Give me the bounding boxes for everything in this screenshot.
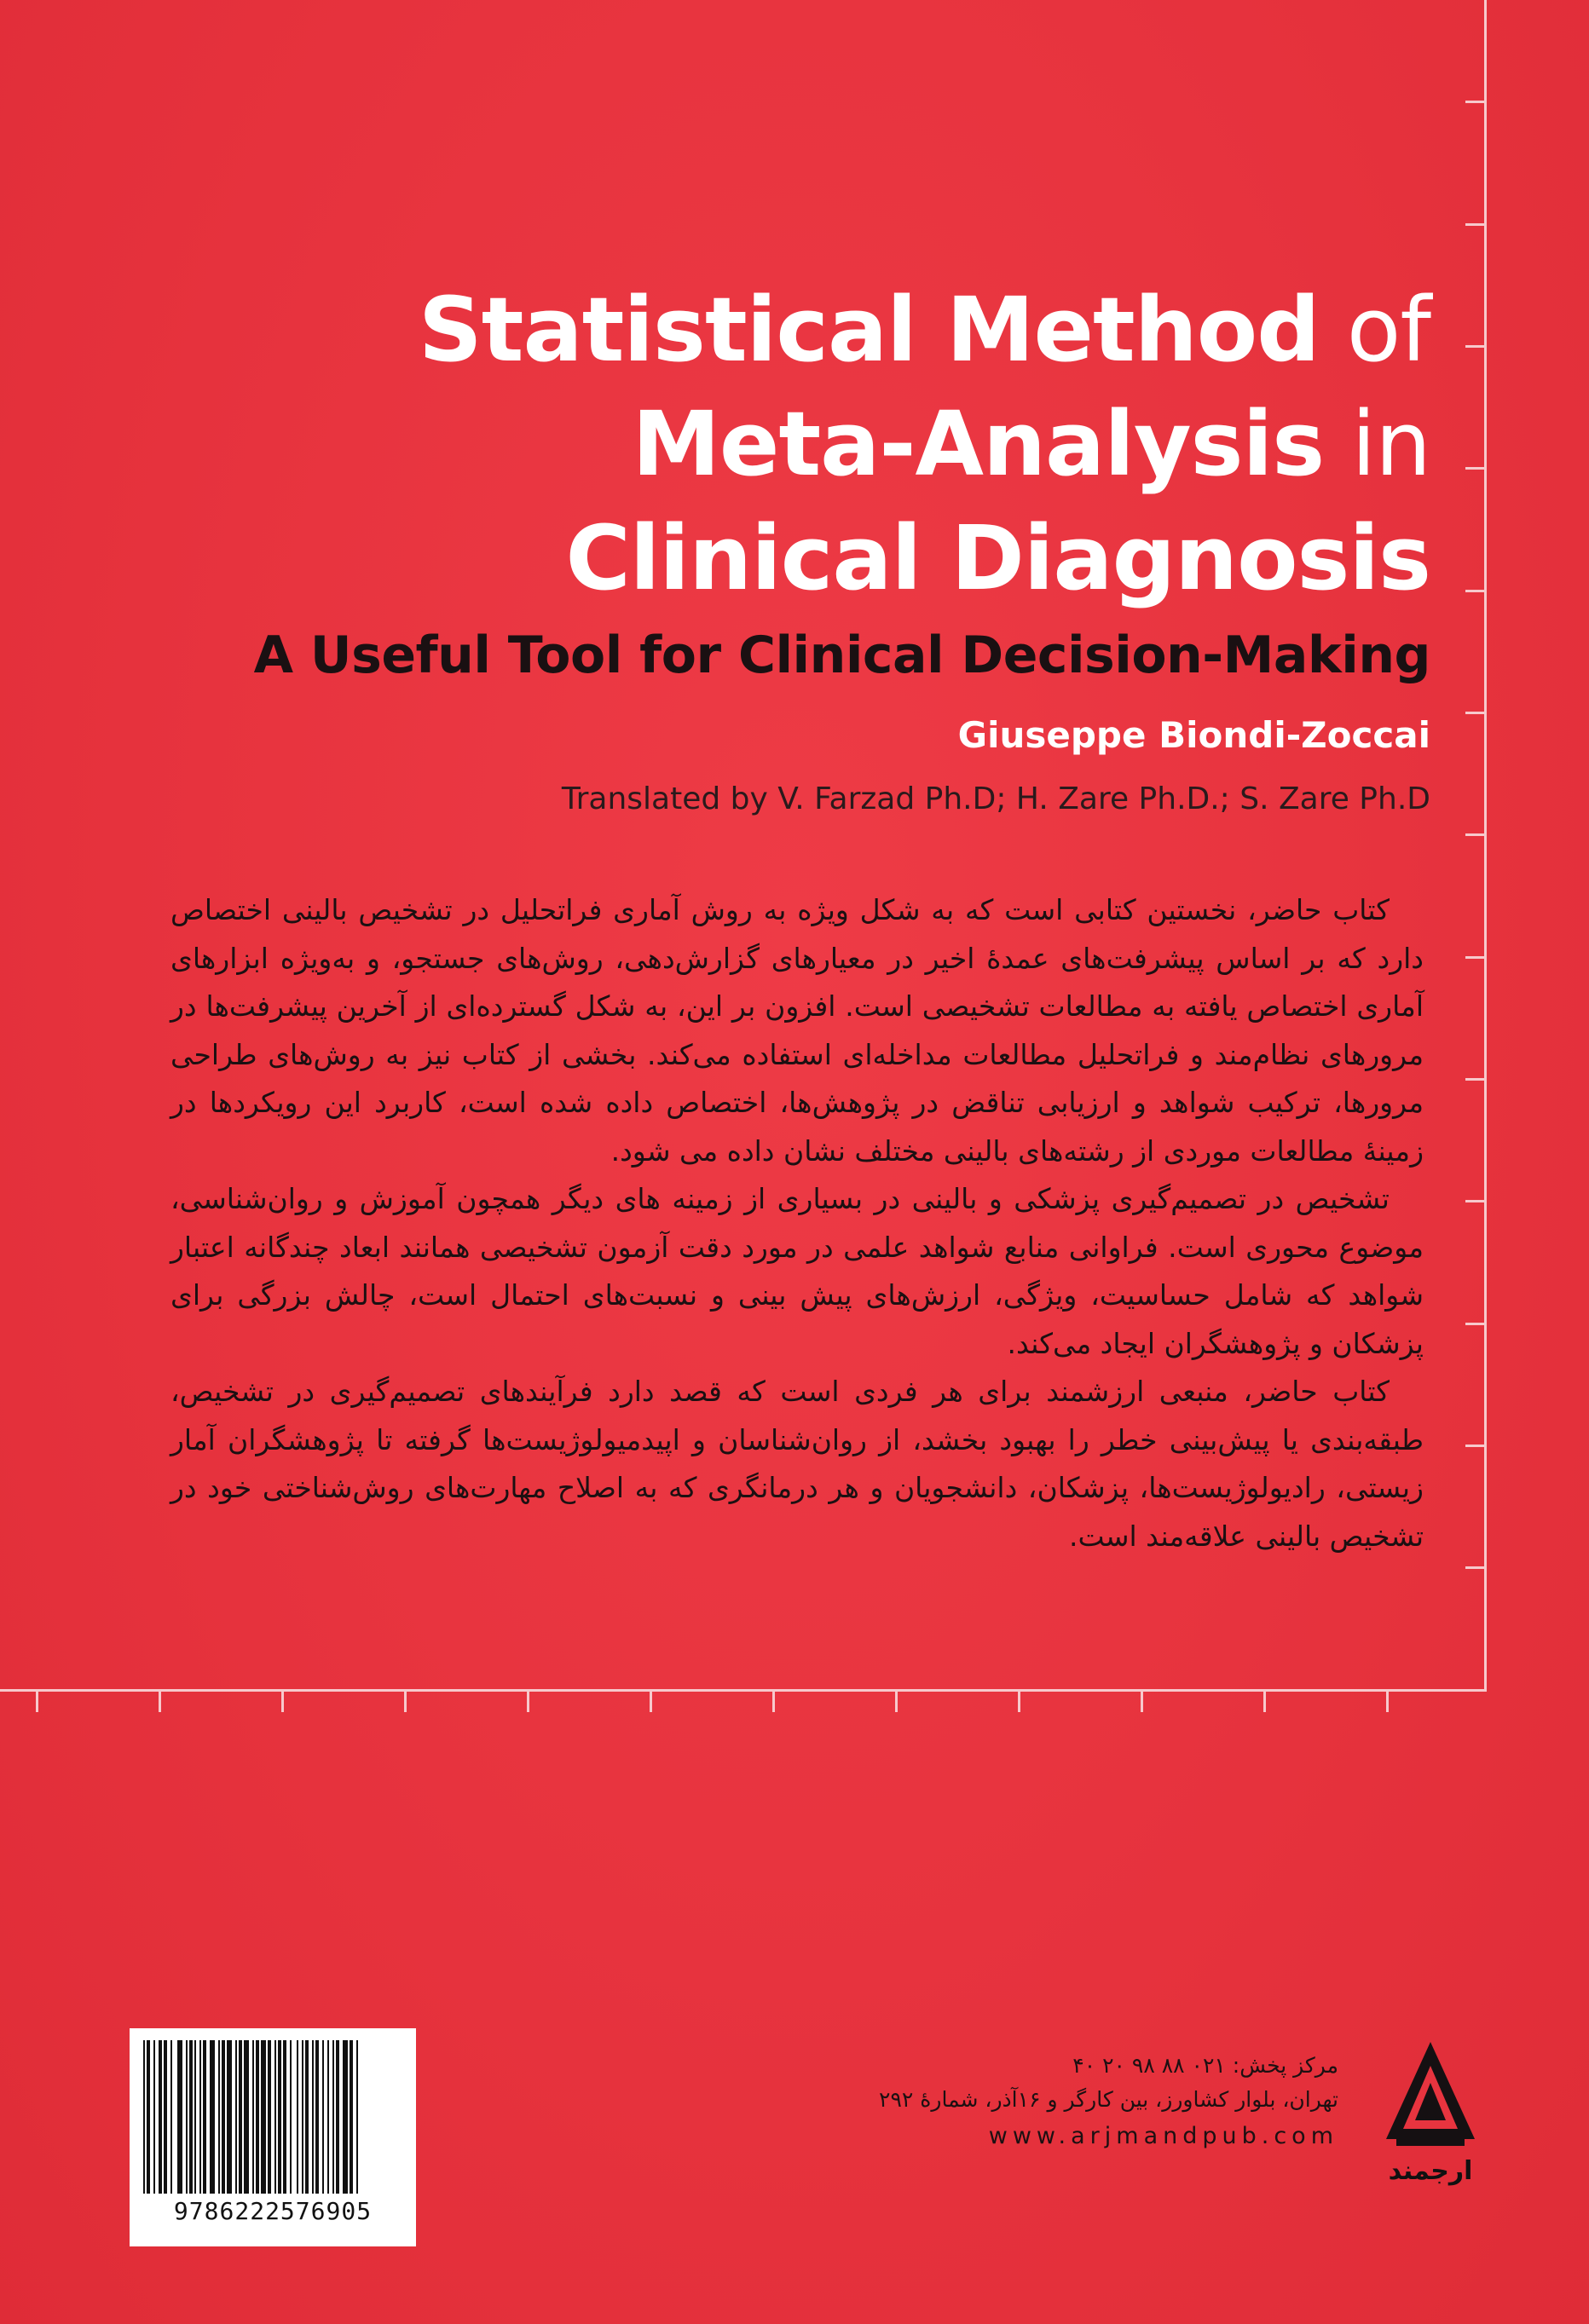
distribution-phone: مرکز پخش: ۰۲۱ ۸۸ ۹۸ ۲۰ ۴۰ [1072,2053,1338,2078]
publisher-info [861,2049,1338,2156]
rule-tick [1465,101,1486,103]
rule-tick [1465,590,1486,592]
rule-tick [1465,833,1486,836]
title-text: in [1351,392,1430,496]
rule-tick [1263,1692,1266,1712]
rule-tick [527,1692,529,1712]
publisher-logo [1379,2037,1482,2199]
title-text: Clinical Diagnosis [565,506,1430,610]
rule-tick [1018,1692,1020,1712]
publisher-name: ارجمند [1388,2156,1473,2186]
description-paragraph: کتاب حاضر، نخستین کتابی است که به شکل ویژه به روش آماری فراتحلیل در تشخیص بالینی اختصاص دارد که بر اساس پیشرفت‌های عمدهٔ اخیر در معیارهای گزارش‌دهی، روش‌های جستجو، و به‌ویژه ابزارهای آماری اختصاص یافته به مطالعات تشخیصی است. افزون بر این، به شکل گسترده‌ای از آخرین پیشرفت‌ها در مرورهای نظام‌مند و فراتحلیل مطالعات مداخله‌ای استفاده می‌کند. بخشی از کتاب نیز به روش‌های طراحی مرورها، ترکیب شواهد و ارزیابی تناقض در پژوهش‌ها، اختصاص داده شده است، کاربرد این رویکردها در زمینهٔ مطالعات موردی از رشته‌های بالینی مختلف نشان داده می شود. [170,893,1424,1168]
rule-tick [1465,712,1486,714]
back-info [0,2028,1589,2284]
title-line-1 [170,273,1430,387]
rule-tick [1465,956,1486,959]
isbn-number: 9786222576905 [173,2197,373,2225]
rule-tick [1141,1692,1143,1712]
vertical-rule [1484,0,1487,1692]
rule-tick [1465,345,1486,348]
rule-tick [1465,223,1486,226]
title-line-3 [170,501,1430,615]
description-paragraph: کتاب حاضر، منبعی ارزشمند برای هر فردی است که قصد دارد فرآیندهای تصمیم‌گیری در تشخیص، طبقه‌بندی یا پیش‌بینی خطر را بهبود بخشد، از روان‌شناسان و اپیدمیولوژیست‌ها گرفته تا پژوهشگران آمار زیستی، رادیولوژیست‌ها، پزشکان، دانشجویان و هر درمانگری که به اصلاح مهارت‌های روش‌شناختی خود در تشخیص بالینی علاقه‌مند است. [170,1375,1424,1553]
rule-tick [1465,1323,1486,1325]
rule-tick [159,1692,161,1712]
rule-tick [404,1692,407,1712]
subtitle: A Useful Tool for Clinical Decision-Making [253,626,1430,685]
author-name: Giuseppe Biondi-Zoccai [957,714,1430,756]
rule-tick [1465,1566,1486,1569]
rule-tick [772,1692,775,1712]
title-text: Statistical Method [418,278,1320,382]
description-paragraph: تشخیص در تصمیم‌گیری پزشکی و بالینی در بسیاری از زمینه های دیگر همچون آموزش و روان‌شناسی، موضوع محوری است. فراوانی منابع شواهد علمی در مورد دقت آزمون تشخیصی همانند ابعاد چندگانه اعتبار شواهد که شامل حساسیت، ویژگی، ارزش‌های پیش بینی و نسبت‌های احتمال است، چالش بزرگی برای پزشکان و پژوهشگران ایجاد می‌کند. [170,1182,1424,1360]
book-description [170,886,1424,1560]
title-text: of [1346,278,1430,382]
rule-tick [1386,1692,1389,1712]
title-line-2 [170,387,1430,501]
translators-credit: Translated by V. Farzad Ph.D; H. Zare Ph.D.; S. Zare Ph.D [561,781,1430,816]
rule-tick [36,1692,38,1712]
rule-tick [1465,467,1486,470]
rule-tick [650,1692,652,1712]
rule-tick [1465,1078,1486,1081]
barcode-bars [140,2040,406,2194]
arjmand-logo-icon [1379,2037,1482,2156]
title-block [170,273,1430,825]
rule-tick [895,1692,898,1712]
rule-tick [281,1692,284,1712]
rule-tick [1465,1445,1486,1447]
rule-tick [1465,1200,1486,1202]
isbn-barcode [130,2028,416,2246]
publisher-address: تهران، بلوار کشاورز، بین کارگر و ۱۶آذر، شمارهٔ ۲۹۲ [879,2087,1338,2112]
publisher-website[interactable]: www.arjmandpub.com [988,2123,1338,2149]
title-text: Meta-Analysis [632,392,1325,496]
